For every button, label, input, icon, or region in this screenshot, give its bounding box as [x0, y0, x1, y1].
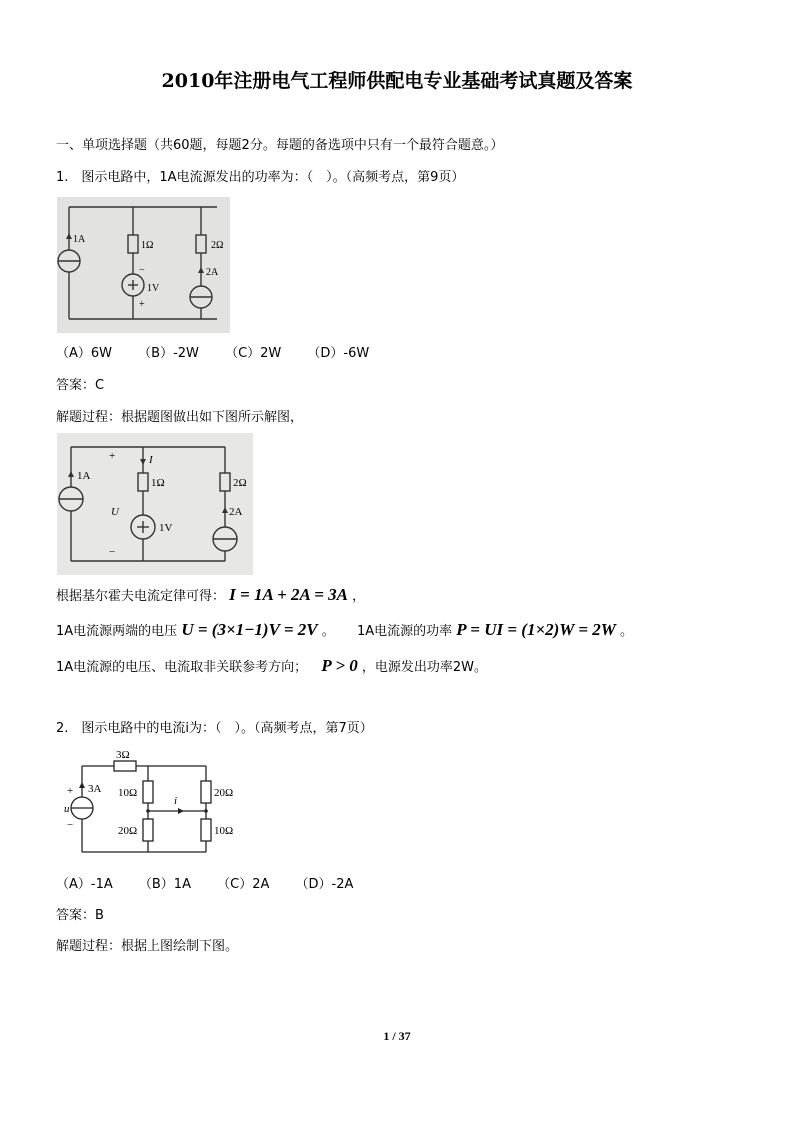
q2-label-10ohm-b: 10Ω	[214, 825, 234, 837]
question-1-solution-intro: 解题过程：根据题图做出如下图所示解图，	[56, 410, 304, 425]
question-2-options	[56, 876, 375, 894]
q2-option-c[interactable]: （C）2A	[217, 877, 270, 892]
question-1-conclusion-line	[56, 657, 487, 677]
conclusion-formula: P > 0	[321, 656, 358, 675]
question-1-solution-svg	[57, 433, 253, 575]
section-heading: 一、单项选择题（共60题，每题2分。每题的备选项中只有一个最符合题意。）	[56, 138, 504, 153]
q2-label-3ohm: 3Ω	[116, 749, 130, 761]
q2-label-minus: −	[67, 819, 74, 831]
q1-label-1a: 1A	[73, 234, 86, 245]
q2-label-20ohm-b: 20Ω	[118, 825, 138, 837]
kcl-text: 根据基尔霍夫电流定律可得：	[56, 589, 226, 604]
q2-label-3a: 3A	[88, 783, 102, 795]
question-2-stem: 2. 图示电路中的电流i为：（ ）。（高频考点，第7页）	[56, 721, 373, 736]
question-1-voltage-line	[56, 621, 633, 641]
question-2-circuit-figure	[58, 746, 268, 858]
question-1-kcl-line	[56, 586, 365, 606]
q1s-label-u: U	[111, 506, 119, 518]
question-1-circuit-svg	[57, 197, 230, 333]
q1-option-b[interactable]: （B）-2W	[138, 346, 199, 361]
question-2-circuit-svg	[58, 746, 268, 858]
q1-label-1ohm: 1Ω	[141, 240, 154, 251]
q2-label-plus: +	[67, 785, 74, 797]
q1s-label-minus: −	[109, 546, 116, 558]
q2-label-10ohm-a: 10Ω	[118, 787, 138, 799]
q2-option-a[interactable]: （A）-1A	[56, 877, 113, 892]
power-formula: P = UI = (1×2)W = 2W	[456, 620, 616, 639]
q1-option-a[interactable]: （A）6W	[56, 346, 113, 361]
question-2-answer: 答案：B	[56, 908, 104, 923]
q1s-label-2ohm: 2Ω	[233, 477, 247, 489]
conclusion-tail: ，电源发出功率2W。	[361, 660, 488, 675]
q1s-label-i: I	[149, 454, 153, 466]
question-1-options	[56, 345, 391, 363]
q1-label-1v: 1V	[147, 283, 160, 294]
page-number: 1 / 37	[383, 1029, 411, 1043]
kcl-tail: ，	[352, 589, 366, 604]
question-2-solution-intro: 解题过程：根据上图绘制下图。	[56, 939, 239, 954]
question-1-solution-figure	[57, 433, 253, 575]
q1s-label-plus: +	[109, 450, 116, 462]
q1-label-2ohm: 2Ω	[211, 240, 224, 251]
q1s-label-1ohm: 1Ω	[151, 477, 165, 489]
q2-label-20ohm-a: 20Ω	[214, 787, 234, 799]
q1s-label-1v: 1V	[159, 522, 173, 534]
question-1-stem: 1. 图示电路中，1A电流源发出的功率为：（ ）。（高频考点，第9页）	[56, 170, 465, 185]
voltage-formula: U = (3×1−1)V = 2V	[181, 620, 318, 639]
q1s-label-2a: 2A	[229, 506, 243, 518]
voltage-sep: 。	[321, 624, 335, 639]
q1s-label-1a: 1A	[77, 470, 91, 482]
document-title: 2010年注册电气工程师供配电专业基础考试真题及答案	[161, 70, 633, 92]
q1-label-2a: 2A	[206, 267, 219, 278]
question-1-answer: 答案：C	[56, 378, 105, 393]
power-tail: 。	[620, 624, 634, 639]
q2-option-b[interactable]: （B）1A	[138, 877, 191, 892]
voltage-text: 1A电流源两端的电压	[56, 624, 178, 639]
conclusion-text: 1A电流源的电压、电流取非关联参考方向；	[56, 660, 308, 675]
question-1-circuit-figure	[57, 197, 230, 333]
power-text: 1A电流源的功率	[356, 624, 453, 639]
q1-option-c[interactable]: （C）2W	[225, 346, 282, 361]
q1-label-minus: −	[139, 265, 145, 276]
q2-label-u: u	[64, 803, 70, 815]
kcl-formula: I = 1A + 2A = 3A	[229, 585, 348, 604]
q2-label-i: i	[174, 795, 178, 807]
q1-label-plus: +	[139, 299, 145, 310]
q1-option-d[interactable]: （D）-6W	[307, 346, 370, 361]
q2-option-d[interactable]: （D）-2A	[295, 877, 354, 892]
